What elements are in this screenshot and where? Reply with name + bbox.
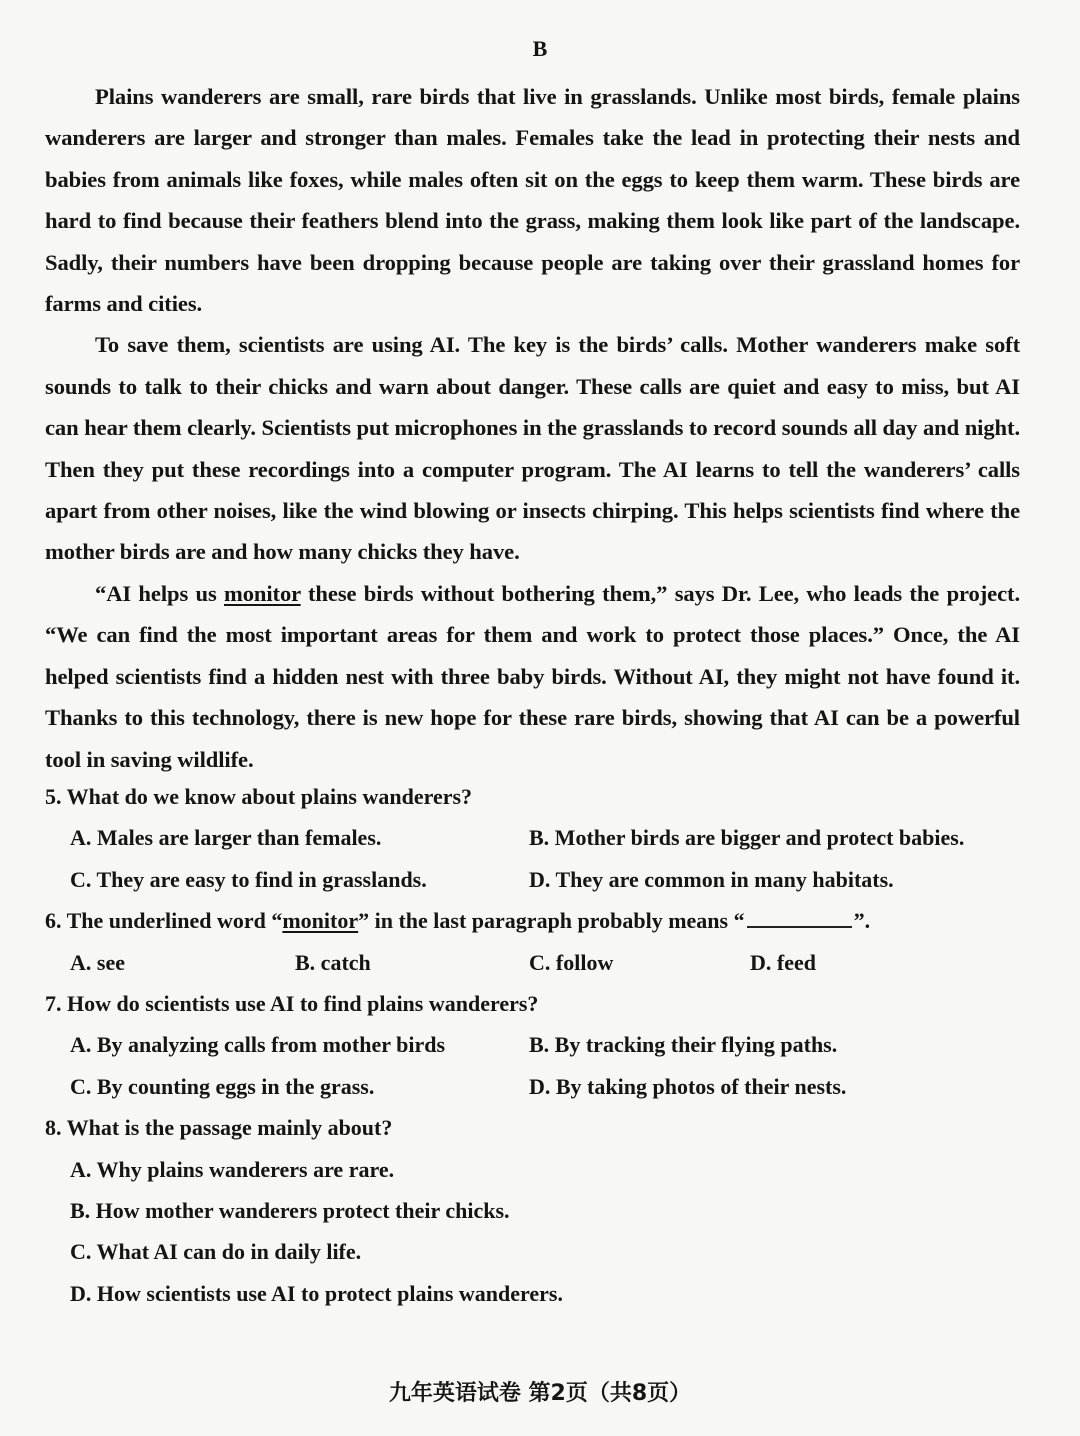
- question-5-stem: 5. What do we know about plains wanderers?: [45, 784, 473, 809]
- answer-blank: [747, 904, 852, 928]
- question-5-option-a: A. Males are larger than females.: [70, 825, 382, 851]
- question-5-options-row-2: [45, 859, 1020, 900]
- passage-paragraph-3: [45, 573, 1020, 780]
- question-8-stem: 8. What is the passage mainly about?: [45, 1115, 393, 1141]
- question-5-option-b: B. Mother birds are bigger and protect babies.: [529, 825, 965, 851]
- question-7-options-row-2: [45, 1066, 1020, 1107]
- question-7-option-a: A. By analyzing calls from mother birds: [70, 1032, 446, 1058]
- question-6-stem-middle: ” in the last paragraph probably means “: [358, 908, 745, 934]
- question-5-option-c: C. They are easy to find in grasslands.: [70, 866, 427, 892]
- question-6-underlined-word: monitor: [282, 908, 359, 934]
- question-8-option-a-row: [45, 1149, 1020, 1190]
- question-8-option-d-row: [45, 1273, 1020, 1314]
- reading-passage: [45, 76, 1020, 780]
- question-6-option-d: D. feed: [750, 949, 816, 975]
- question-7-options-row-1: [45, 1024, 1020, 1065]
- passage-paragraph-1: Plains wanderers are small, rare birds that live in grasslands. Unlike most birds, female plains wanderers are larger and stronger than males. Females take the lead in protecting their nests and babies from animals like foxes, while males often sit on the eggs to keep them warm. These birds are hard to find because their feathers blend into the grass, making them look like part of the landscape. Sadly, their numbers have been dropping because people are taking over their grassland homes for farms and cities.: [45, 84, 1020, 317]
- question-6-option-c: C. follow: [529, 949, 614, 975]
- underlined-word-monitor: monitor: [223, 580, 301, 606]
- section-title: B: [532, 36, 548, 61]
- question-6-option-a: A. see: [70, 949, 125, 975]
- paragraph-3-rest: these birds without bothering them,” says Dr. Lee, who leads the project. “We can find the most important areas for them and work to protect those places.” Once, the AI helped scientists find a hidden nest with three baby birds. Without AI, they might not have found it. Thanks to this technology, there is new hope for these rare birds, showing that AI can be a powerful tool in saving wildlife.: [45, 580, 1020, 772]
- paragraph-3-lead: “AI helps us: [95, 580, 224, 606]
- question-7-option-b: B. By tracking their flying paths.: [529, 1032, 838, 1058]
- question-6-options-row: [45, 942, 1020, 983]
- question-8-option-c: C. What AI can do in daily life.: [70, 1239, 362, 1265]
- question-6-stem-start: 6. The underlined word “: [45, 908, 283, 934]
- question-8-option-a: A. Why plains wanderers are rare.: [70, 1156, 395, 1182]
- question-list: [45, 776, 1020, 1314]
- question-8-option-d: D. How scientists use AI to protect plains wanderers.: [70, 1280, 563, 1306]
- question-7-stem: 7. How do scientists use AI to find plains wanderers?: [45, 990, 539, 1016]
- question-8-option-c-row: [45, 1231, 1020, 1272]
- question-6-stem: [45, 900, 1020, 941]
- question-6-stem-end: ”.: [853, 908, 871, 934]
- page-footer: 九年英语试卷 第2页（共8页）: [388, 1381, 692, 1406]
- question-8-option-b-row: [45, 1190, 1020, 1231]
- question-8-option-b: B. How mother wanderers protect their chicks.: [70, 1197, 510, 1223]
- passage-paragraph-2: To save them, scientists are using AI. The key is the birds’ calls. Mother wanderers make soft sounds to talk to their chicks and warn about danger. These calls are quiet and easy to miss, but AI can hear them clearly. Scientists put microphones in the grasslands to record sounds all day and night. Then they put these recordings into a computer program. The AI learns to tell the wanderers’ calls apart from other noises, like the wind blowing or insects chirping. This helps scientists find where the mother birds are and how many chicks they have.: [45, 332, 1020, 565]
- question-7-option-d: D. By taking photos of their nests.: [529, 1073, 847, 1099]
- question-5-option-d: D. They are common in many habitats.: [529, 866, 894, 892]
- question-6-option-b: B. catch: [295, 949, 371, 975]
- question-5-options-row-1: [45, 817, 1020, 858]
- question-7-option-c: C. By counting eggs in the grass.: [70, 1073, 375, 1099]
